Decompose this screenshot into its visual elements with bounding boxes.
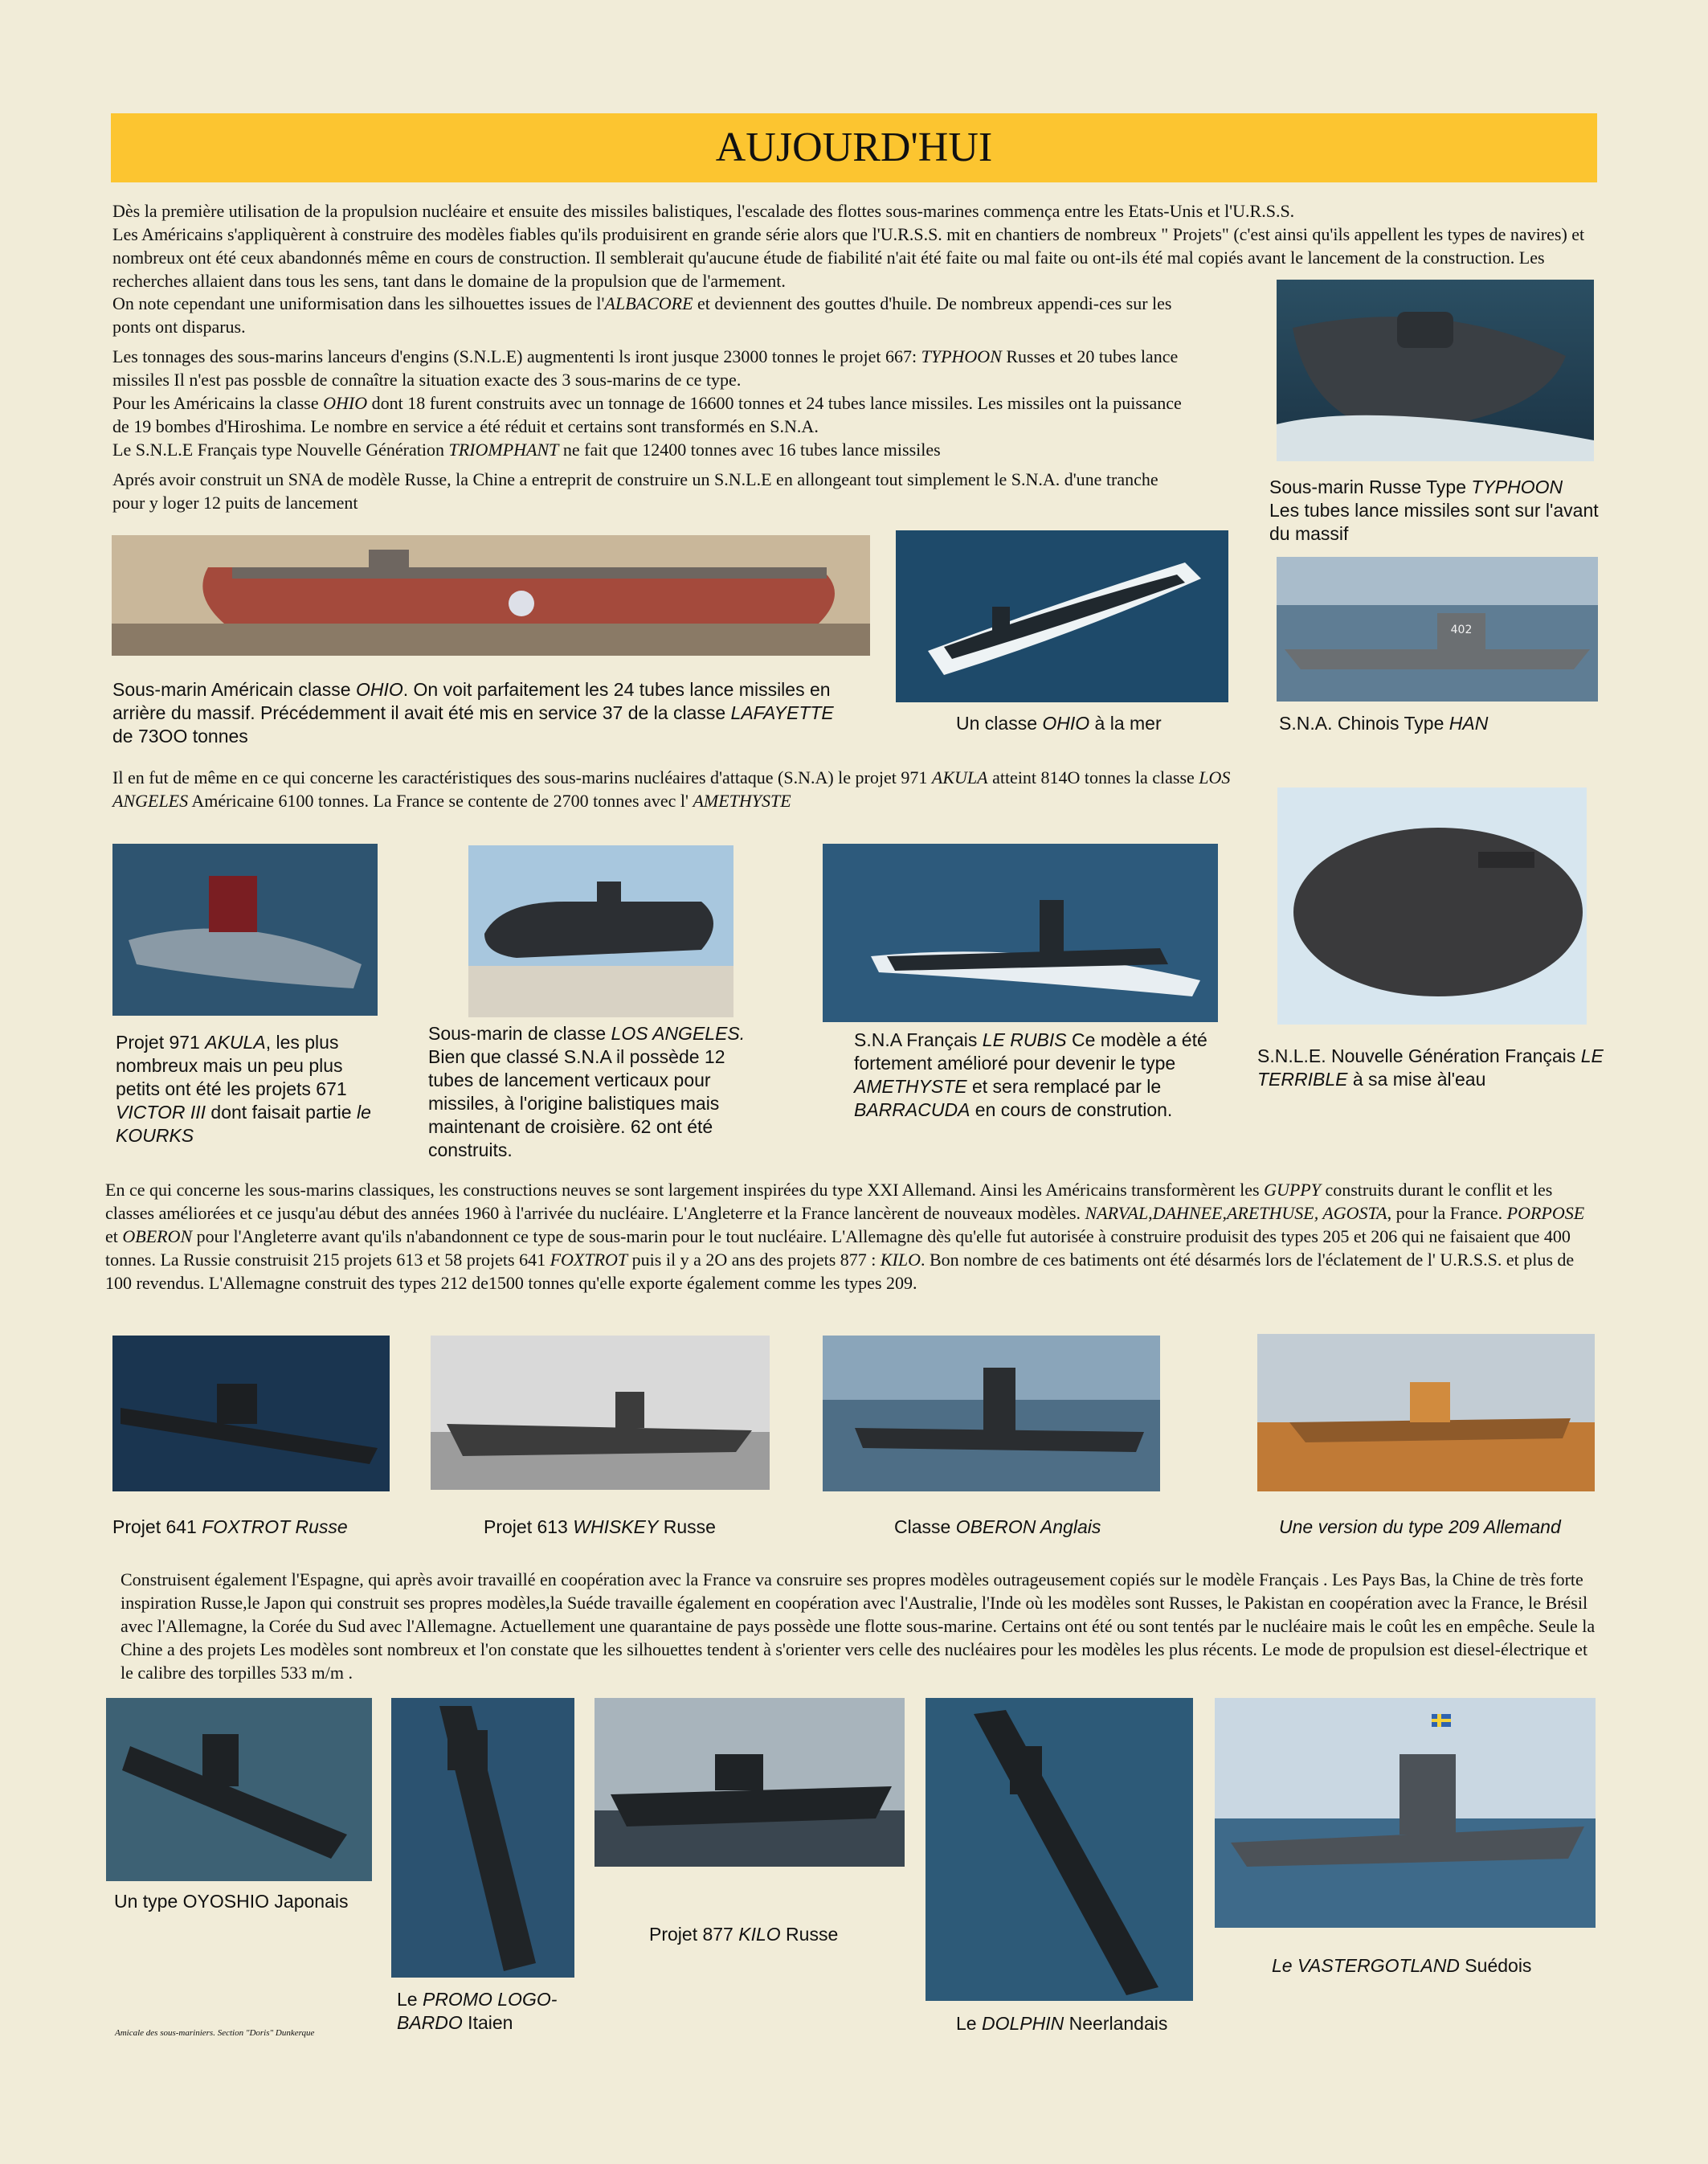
photo-vastergotland xyxy=(1215,1698,1596,1928)
photo-type-209 xyxy=(1257,1334,1595,1491)
caption-han: S.N.A. Chinois Type HAN xyxy=(1279,713,1489,734)
albacore-name: ALBACORE xyxy=(604,293,693,313)
others-paragraph: Construisent également l'Espagne, qui après avoir travaillé en coopération avec la France va consruire ses propres modèles outrageusement copiés sur le modèle Français . Les Pays Bas, la Chine de très forte inspiration Russe,le Japon qui construit ses propres modèles,la Suéde travaille également en coopération avec l'Australie, l'Inde où les modèles sont Russes, le Pakistan en coopération avec la France, le Brésil avec l'Allemagne, la Corée du Sud avec l'Allemagne. Actuellement une quarantaine de pays possède une flotte sous-marine. Certains ont été ou sont tentés par le nucléaire mais le coût les en empêche. Seule la Chine a des projets Les modèles sont nombreux et l'on constate que les silhouettes tendent à s'orienter vers celle des nucléaires pour les modèles les plus récents. Le mode de propulsion est diesel-électrique et le calibre des torpilles 533 m/m . xyxy=(121,1569,1596,1683)
photo-typhoon xyxy=(1277,280,1594,461)
photo-dolphin xyxy=(926,1698,1193,2001)
page-title: AUJOURD'HUI xyxy=(715,125,993,170)
caption-akula: Projet 971 AKULA, les plus nombreux mais un peu plus petits ont été les projets 671 VICTOR III dont faisait partie le KOURKS xyxy=(116,1032,371,1146)
caption-oyoshio: Un type OYOSHIO Japonais xyxy=(114,1891,349,1912)
photo-kilo xyxy=(595,1698,905,1867)
intro-line-2: Les Américains s'appliquèrent à construire des modèles fiables qu'ils produisirent en grande série alors que l'U.R.S.S. mit en chantiers de nombreux " Projets" (c'est ainsi qu'ils appellent les types de navires) et nombreux ont été ceux abandonnés même en cours de construction. Il semblerait qu'aucune étude de fiabilité n'ait été faite ou mal faite ou ont-ils été mal copiés avant le lancement de la construction. Les recherches allaient dans tous les sens, tant dans le domaine de la propulsion que de l'armement. xyxy=(112,224,1585,291)
photo-promo-logobardo xyxy=(391,1698,574,1978)
caption-dolphin: Le DOLPHIN Neerlandais xyxy=(956,2013,1168,2034)
china-paragraph: Aprés avoir construit un SNA de modèle Russe, la Chine a entreprit de construire un S.N.L.E en allongeant tout simplement le S.N.A. d'une tranche pour y loger 12 puits de lancement xyxy=(112,469,1158,513)
photo-ohio-drydock xyxy=(112,535,870,656)
classic-paragraph: En ce qui concerne les sous-marins classiques, les constructions neuves se sont largement inspirées du type XXI Allemand. Ainsi les Américains transformèrent les GUPPY construits durant le conflit et les classes améliorées et ce jusqu'au début des années 1960 à l'arrivée du nucléaire. L'Angleterre et la France lancèrent de nouveaux modèles. NARVAL,DAHNEE,ARETHUSE, AGOSTA, pour la France. PORPOSE et OBERON pour l'Angleterre avant qu'ils n'abandonnent ce type de sous-marin pour le tout nucléaire. L'Allemagne dès qu'elle fut autorisée à construire produisit des types 205 et 206 qui ne faisaient que 400 tonnes. La Russie construisit 215 projets 613 et 58 projets 641 FOXTROT puis il y a 2O ans des projets 877 : KILO. Bon nombre de ces batiments ont été désarmés lors de l'éclatement de l' U.R.S.S. et plus de 100 revendus. L'Allemagne construit des types 212 de1500 tonnes qu'elle exporte également comme les types 209. xyxy=(105,1180,1585,1293)
caption-los-angeles: Sous-marin de classe LOS ANGELES. Bien que classé S.N.A il possède 12 tubes de lancement verticaux pour missiles, à l'origine balistiques mais maintenant de croisière. 62 ont été construits. xyxy=(428,1023,746,1160)
title-banner xyxy=(111,113,1597,182)
caption-ohio-drydock: Sous-marin Américain classe OHIO. On voit parfaitement les 24 tubes lance missiles en arrière du massif. Précédemment il avait été mis en service 37 de la classe LAFAYETTE de 73OO tonnes xyxy=(112,679,834,747)
caption-typhoon: Sous-marin Russe Type TYPHOON Les tubes lance missiles sont sur l'avant du massif xyxy=(1269,477,1599,544)
photo-oyoshio xyxy=(106,1698,372,1881)
photo-rubis xyxy=(823,844,1218,1022)
caption-ohio-sea: Un classe OHIO à la mer xyxy=(956,713,1162,734)
caption-promo-logobardo: Le PROMO LOGO-BARDO Itaien xyxy=(397,1989,558,2033)
intro-paragraph xyxy=(112,199,1595,292)
caption-le-terrible: S.N.L.E. Nouvelle Génération Français LE TERRIBLE à sa mise àl'eau xyxy=(1257,1045,1604,1090)
photo-whiskey xyxy=(431,1336,770,1490)
svg-text:402: 402 xyxy=(1450,624,1473,636)
photo-han xyxy=(1277,557,1598,702)
credit-line: Amicale des sous-mariniers. Section "Doris" Dunkerque xyxy=(115,2028,315,2038)
photo-akula xyxy=(112,844,378,1016)
caption-whiskey: Projet 613 WHISKEY Russe xyxy=(484,1516,716,1537)
caption-oberon: Classe OBERON Anglais xyxy=(894,1516,1101,1537)
photo-le-terrible xyxy=(1277,787,1587,1025)
photo-los-angeles xyxy=(468,845,733,1017)
photo-foxtrot xyxy=(112,1336,390,1491)
uniform-paragraph: On note cependant une uniformisation dans les silhouettes issues de l'ALBACORE et deviennent des gouttes d'huile. De nombreux appendi-ces sur les ponts ont disparus. xyxy=(112,293,1172,337)
photo-ohio-sea xyxy=(896,530,1228,702)
caption-rubis: S.N.A Français LE RUBIS Ce modèle a été fortement amélioré pour devenir le type AMETHYSTE et sera remplacé par le BARRACUDA en cours de constrution. xyxy=(854,1029,1207,1120)
caption-foxtrot: Projet 641 FOXTROT Russe xyxy=(112,1516,348,1537)
caption-type-209: Une version du type 209 Allemand xyxy=(1279,1516,1561,1537)
photo-oberon xyxy=(823,1336,1160,1491)
sna-paragraph: Il en fut de même en ce qui concerne les caractéristiques des sous-marins nucléaires d'attaque (S.N.A) le projet 971 AKULA atteint 814O tonnes la classe LOS ANGELES Américaine 6100 tonnes. La France se contente de 2700 tonnes avec l' AMETHYSTE xyxy=(112,767,1231,811)
caption-kilo: Projet 877 KILO Russe xyxy=(649,1924,839,1945)
caption-vastergotland: Le VASTERGOTLAND Suédois xyxy=(1272,1955,1532,1976)
intro-line-1: Dès la première utilisation de la propulsion nucléaire et ensuite des missiles balistiques, l'escalade des flottes sous-marines commença entre les Etats-Unis et l'U.R.S.S. xyxy=(112,201,1295,221)
snle-paragraph: Les tonnages des sous-marins lanceurs d'engins (S.N.L.E) augmententi ls iront jusque 23000 tonnes le projet 667: TYPHOON Russes et 20 tubes lance missiles Il n'est pas possble de connaître la situation exacte des 3 sous-marins de ce type. Pour les Américains la classe OHIO dont 18 furent construits avec un tonnage de 16600 tonnes et 24 tubes lance missiles. Les missiles ont la puissance de 19 bombes d'Hiroshima. Le nombre en service a été réduit et certains sont transformés en S.N.A. Le S.N.L.E Français type Nouvelle Génération TRIOMPHANT ne fait que 12400 tonnes avec 16 tubes lance missiles xyxy=(112,346,1182,460)
